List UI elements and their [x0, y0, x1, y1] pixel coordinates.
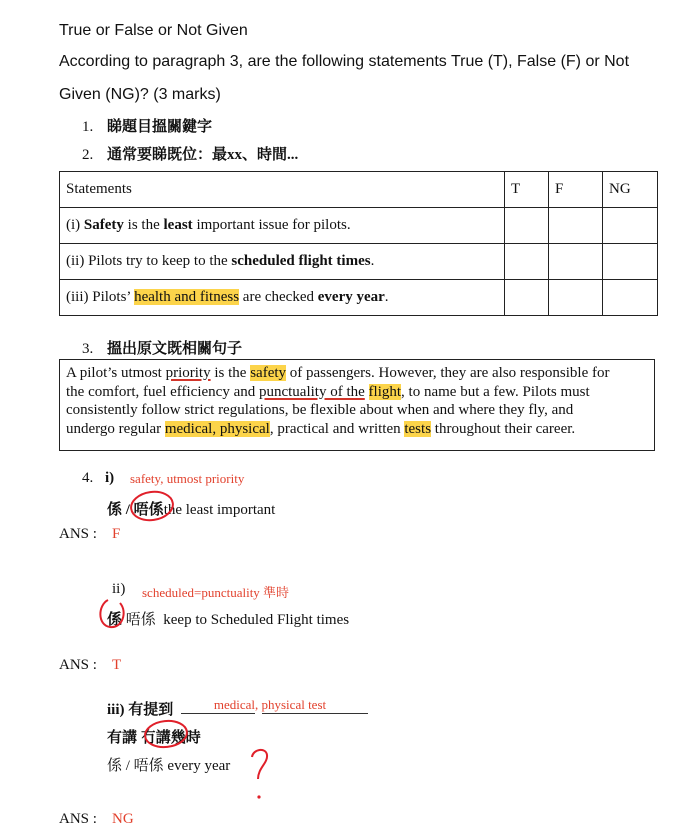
table-row [60, 244, 658, 280]
answer-cell-f[interactable] [549, 244, 603, 280]
statement-cell: (ii) Pilots try to keep to the scheduled flight times. [60, 244, 505, 280]
step-2-text: 通常要睇既位：最xx、時間... [107, 147, 299, 163]
q1-circled-answer: 唔係 [133, 502, 164, 518]
step-4-number: 4. [82, 470, 94, 486]
passage-line-4: undergo regular medical, physical, practical and written tests throughout their career. [66, 420, 576, 437]
q2-line: 係 唔係 keep to Scheduled Flight times [107, 612, 350, 628]
q3-note-physical: physical test [262, 697, 368, 714]
highlight-safety: safety [250, 365, 287, 381]
underlined-priority: priority [165, 365, 211, 381]
worksheet-title: True or False or Not Given [59, 22, 248, 39]
answer-cell-t[interactable] [505, 208, 549, 244]
step-1 [82, 115, 212, 136]
step-4 [82, 470, 114, 487]
q1-answer: F [112, 526, 121, 542]
instruction-line-1: According to paragraph 3, are the following statements True (T), False (F) or Not [59, 53, 630, 70]
statement-cell: (i) Safety is the least important issue for pilots. [60, 208, 505, 244]
header-f: F [549, 172, 603, 208]
q1-line: 係 / 唔係the least important [107, 502, 276, 518]
answer-cell-f[interactable] [549, 280, 603, 316]
question-mark-dot [257, 795, 260, 798]
answer-cell-ng[interactable] [603, 244, 658, 280]
q3-circled-answer: 冇講 [140, 730, 171, 746]
q1-ans-label: ANS : [59, 526, 97, 542]
step-3-number: 3. [82, 341, 94, 357]
passage-line-1: A pilot’s utmost priority is the safety of passengers. However, they are also responsible for [66, 365, 610, 381]
table-header-row [60, 172, 658, 208]
step-4-label: i) [105, 470, 115, 486]
passage-box [59, 359, 655, 451]
q2-handwritten-note: scheduled=punctuality 準時 [142, 585, 290, 600]
question-mark-icon [252, 750, 267, 779]
step-1-number: 1. [82, 119, 94, 135]
highlight-flight: flight [368, 383, 402, 400]
table-row [60, 208, 658, 244]
answer-cell-t[interactable] [505, 244, 549, 280]
q3-number: iii) 有提到 [107, 702, 174, 718]
passage-line-2: the comfort, fuel efficiency and punctuality of the flight, to name but a few. Pilots must [66, 383, 590, 400]
q2-answer: T [112, 657, 122, 673]
answer-cell-ng[interactable] [603, 208, 658, 244]
answer-cell-f[interactable] [549, 208, 603, 244]
q3-answer: NG [112, 811, 134, 827]
instruction-line-2: Given (NG)? (3 marks) [59, 86, 221, 103]
q1-handwritten-note: safety, utmost priority [130, 471, 245, 486]
q3-note-medical: medical [181, 697, 255, 714]
q2-ans-label: ANS : [59, 657, 97, 673]
passage-line-3: consistently follow strict regulations, be flexible about when and where they fly, and [66, 402, 574, 418]
step-2 [82, 143, 298, 164]
q3-ans-label: ANS : [59, 811, 97, 827]
q3-blank: medical, physical test [181, 697, 368, 714]
highlight-tests: tests [404, 420, 432, 437]
header-statements: Statements [60, 172, 505, 208]
underlined-punctuality: punctuality of the [258, 383, 365, 400]
header-t: T [505, 172, 549, 208]
table-row [60, 280, 658, 316]
q2-number: ii) [112, 581, 126, 597]
answer-cell-ng[interactable] [603, 280, 658, 316]
step-2-number: 2. [82, 147, 94, 163]
step-1-text: 睇題目搵關鍵字 [107, 119, 213, 135]
step-3 [82, 337, 242, 358]
highlight: health and fitness [134, 289, 240, 305]
header-ng: NG [603, 172, 658, 208]
q2-circled-answer: 係 [107, 612, 123, 628]
statements-table [59, 171, 658, 316]
answer-cell-t[interactable] [505, 280, 549, 316]
statement-cell: (iii) Pilots’ health and fitness are checked every year. [60, 280, 505, 316]
step-3-text: 搵出原文既相關句子 [107, 341, 243, 357]
q3-line-3: 係 / 唔係 every year [107, 758, 231, 774]
q3-line-2: 有講 冇講幾時 [107, 730, 201, 746]
highlight-medical-physical: medical, physical [164, 420, 270, 437]
